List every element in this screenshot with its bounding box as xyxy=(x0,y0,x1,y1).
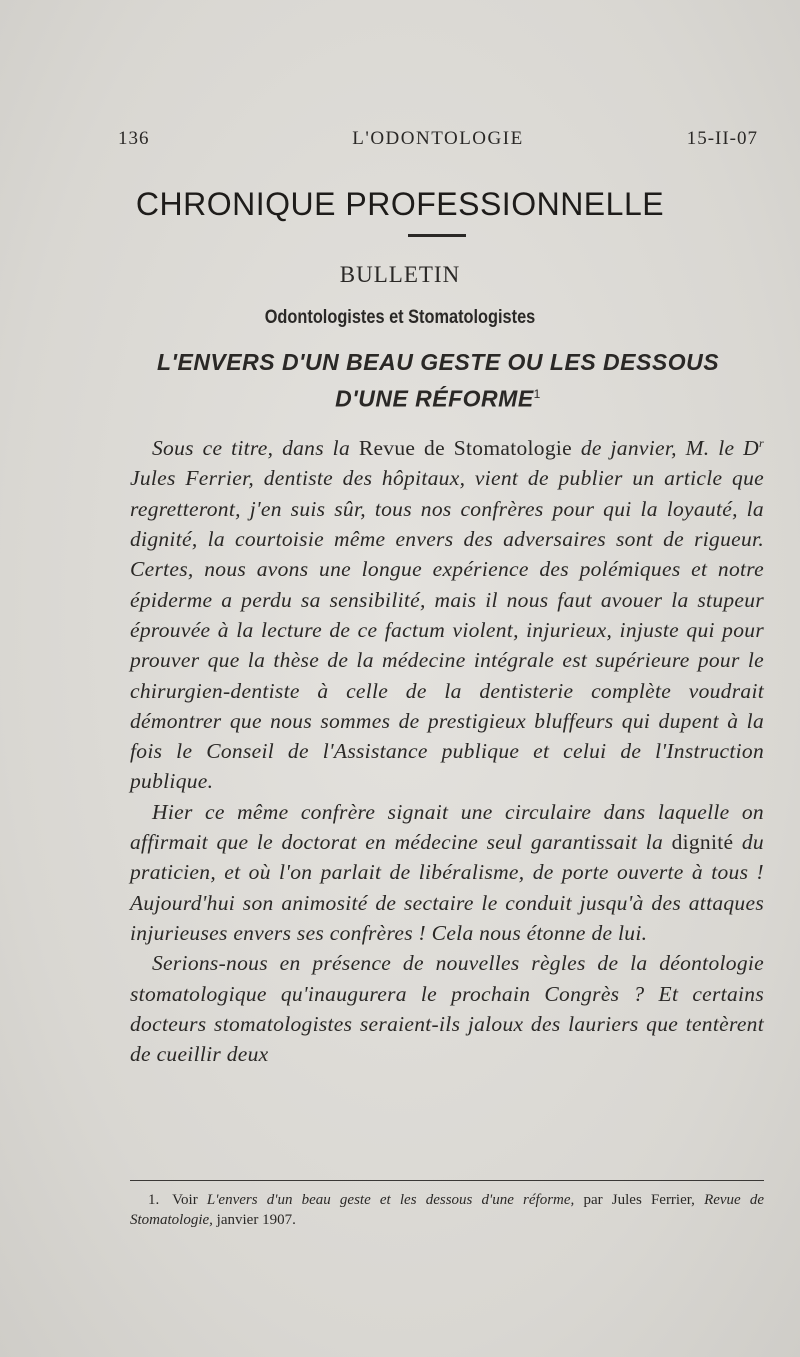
paragraph-1-text-e: de janvier, M. le D xyxy=(580,436,759,461)
footnote-author: par Jules Ferrier, xyxy=(583,1192,695,1208)
article-title-line-2 xyxy=(118,378,758,415)
article-title xyxy=(118,346,758,415)
paragraph-2 xyxy=(130,797,764,948)
paragraph-1-journal-name: Stomatologie xyxy=(453,436,573,461)
footnote xyxy=(130,1190,764,1230)
footnote-number: 1. xyxy=(148,1192,160,1208)
footnote-journal: Revue de Stomatologie, xyxy=(130,1192,765,1228)
footnote-rule xyxy=(130,1180,764,1181)
paragraph-1-text-g: Jules Ferrier, dentiste des hôpitaux, vient de publier un article que regretteront, j'en suis sûr, tous nos confrères pour qui la loyauté, la dignité, la courtoisie même envers des adversaires sont de rigueur. Certes, nous avons une longue expérience des polémiques et notre épiderme a perdu sa sensibilité, mais il nous faut avouer la stupeur éprouvée à la lecture de ce factum violent, injurieux, injuste qui pour prouver que la thèse de la médecine intégrale est supérieure pour le chirurgien-dentiste à celle de la dentisterie complète voudrait démontrer que nous sommes de prestigieux bluffeurs qui dupent à la fois le Conseil de l'Assistance publique et celui de l'Instruction publique. xyxy=(130,466,764,794)
subheading: Odontologistes et Stomatologistes xyxy=(264,307,536,328)
paragraph-1 xyxy=(130,428,764,797)
article-title-line-2-text: D'UNE RÉFORME xyxy=(335,385,534,412)
paragraph-1-text-a: Sous ce titre, dans la xyxy=(152,436,351,461)
paragraph-1-journal-word: Revue xyxy=(358,436,416,461)
paragraph-2-text-a: Hier ce même confrère signait une circulaire dans laquelle on affirmait que le doctorat en médecine seul garantissait la xyxy=(130,799,764,855)
paragraph-3: Serions-nous en présence de nouvelles règles de la déontologie stomatologique qu'inaugurera le prochain Congrès ? Et certains docteurs stomatologistes seraient-ils jaloux des lauriers que tentèrent de cueillir deux xyxy=(130,951,764,1067)
article-body xyxy=(130,428,764,1069)
issue-date: 15-II-07 xyxy=(686,128,758,149)
title-rule xyxy=(408,234,466,237)
journal-name: L'ODONTOLOGIE xyxy=(352,128,524,149)
article-title-line-1: L'ENVERS D'UN BEAU GESTE OU LES DESSOUS xyxy=(156,349,720,375)
bulletin-heading: BULLETIN xyxy=(339,262,461,287)
footnote-lead: Voir xyxy=(172,1192,198,1208)
section-title: CHRONIQUE PROFESSIONNELLE xyxy=(135,186,665,222)
paragraph-1-journal-de: de xyxy=(424,436,445,461)
paragraph-1-superscript: r xyxy=(758,436,764,450)
paragraph-2-roman-word: dignité xyxy=(671,830,734,855)
page-number: 136 xyxy=(118,128,150,149)
running-head xyxy=(118,128,758,158)
footnote-marker: 1 xyxy=(533,387,541,401)
footnote-date: janvier 1907. xyxy=(216,1212,296,1228)
paragraph-2-text-c: du praticien, et où l'on parlait de libéralisme, de porte ouverte à tous ! Aujourd'hui son animosité de sectaire le conduit jusqu'à des attaques injurieuses envers ses confrères ! Cela nous étonne de lui. xyxy=(130,830,764,945)
footnote-title: L'envers d'un beau geste et les dessous d'une réforme, xyxy=(206,1192,575,1208)
